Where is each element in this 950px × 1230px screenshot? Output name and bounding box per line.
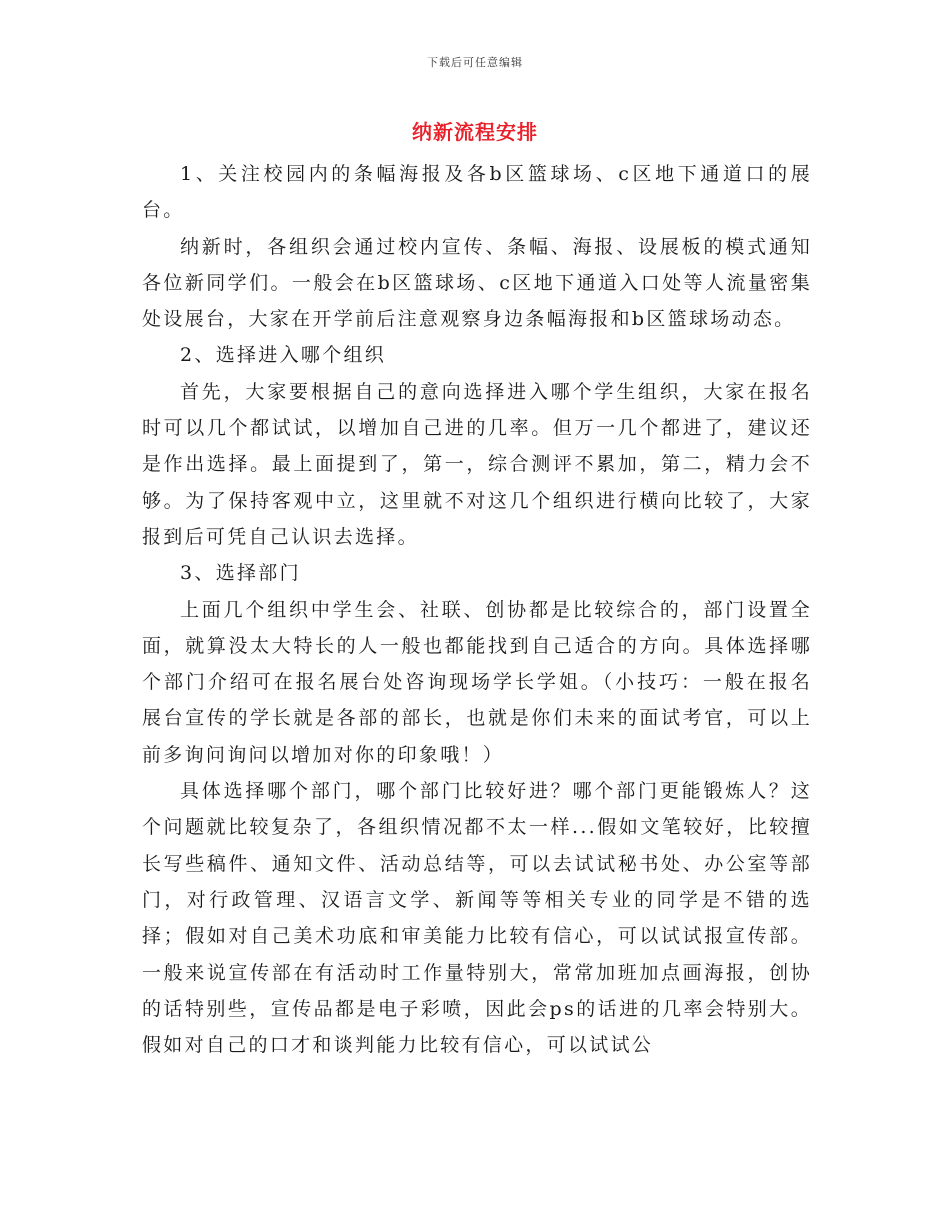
paragraph-4: 上面几个组织中学生会、社联、创协都是比较综合的，部门设置全面，就算没太大特长的人一般也都能找到自己适合的方向。具体选择哪个部门介绍可在报名展台处咨询现场学长学姐。（小技巧：一般在报名展台宣传的学长就是各部的部长，也就是你们未来的面试考官，可以上前多询问询问以增加对你的印象哦！） (142, 598, 812, 766)
document-body (142, 156, 812, 1063)
paragraph-2: 纳新时，各组织会通过校内宣传、条幅、海报、设展板的模式通知各位新同学们。一般会在b区篮球场、c区地下通道入口处等人流量密集处设展台，大家在开学前后注意观察身边条幅海报和b区篮球场动态。 (142, 235, 812, 331)
paragraph-3: 首先，大家要根据自己的意向选择进入哪个学生组织，大家在报名时可以几个都试试，以增加自己进的几率。但万一几个都进了，建议还是作出选择。最上面提到了，第一，综合测评不累加，第二，精力会不够。为了保持客观中立，这里就不对这几个组织进行横向比较了，大家报到后可凭自己认识去选择。 (142, 380, 812, 548)
document-title: 纳新流程安排 (412, 120, 538, 144)
header-note: 下载后可任意编辑 (427, 56, 523, 69)
section-heading-2: 2、选择进入哪个组织 (180, 344, 387, 367)
paragraph-5: 具体选择哪个部门，哪个部门比较好进？哪个部门更能锻炼人？这个问题就比较复杂了，各组织情况都不太一样...假如文笔较好，比较擅长写些稿件、通知文件、活动总结等，可以去试试秘书处、办公室等部门，对行政管理、汉语言文学、新闻等等相关专业的同学是不错的选择；假如对自己美术功底和审美能力比较有信心，可以试试报宣传部。一般来说宣传部在有活动时工作量特别大，常常加班加点画海报，创协的话特别些，宣传品都是电子彩喷，因此会ps的话进的几率会特别大。假如对自己的口才和谈判能力比较有信心，可以试试公 (142, 780, 812, 1057)
paragraph-1: 1、关注校园内的条幅海报及各b区篮球场、c区地下通道口的展台。 (142, 163, 812, 222)
section-heading-3: 3、选择部门 (180, 562, 301, 585)
